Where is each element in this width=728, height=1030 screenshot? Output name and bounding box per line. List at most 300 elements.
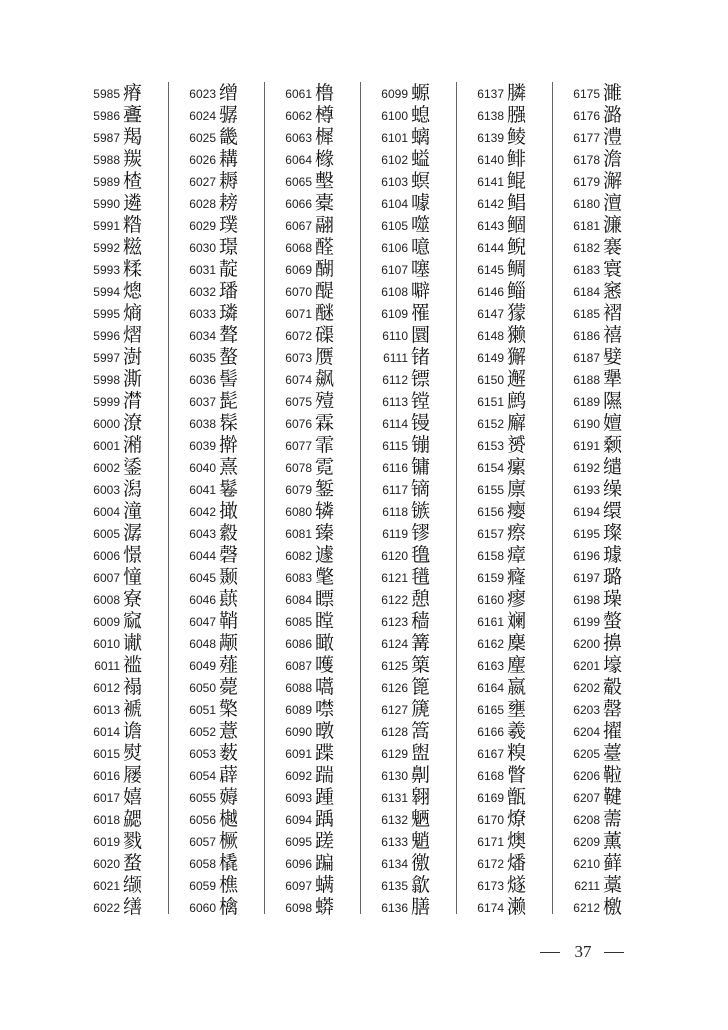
- entry-number: 5990: [93, 197, 120, 211]
- entry-character: 膳: [411, 896, 431, 918]
- entry-character: 劓: [411, 764, 431, 786]
- table-entry: [272, 500, 368, 522]
- entry-character: 斖: [123, 104, 143, 126]
- table-entry: [464, 148, 560, 170]
- table-entry: [176, 588, 272, 610]
- table-entry: [80, 632, 176, 654]
- entry-character: 圜: [411, 324, 431, 346]
- entry-number: 6127: [381, 703, 408, 717]
- entry-character: 橐: [315, 192, 335, 214]
- entry-character: 糅: [123, 258, 143, 280]
- table-entry: [560, 896, 656, 918]
- entry-character: 熵: [123, 302, 143, 324]
- table-entry: [80, 478, 176, 500]
- table-entry: [560, 874, 656, 896]
- table-entry: [272, 764, 368, 786]
- entry-character: 赝: [315, 346, 335, 368]
- entry-character: 羲: [507, 720, 527, 742]
- table-entry: [368, 676, 464, 698]
- entry-character: 篙: [411, 720, 431, 742]
- entry-number: 6056: [189, 813, 216, 827]
- entry-number: 6090: [285, 725, 312, 739]
- entry-number: 6002: [93, 461, 120, 475]
- table-entry: [464, 786, 560, 808]
- table-entry: [464, 764, 560, 786]
- entry-character: 斓: [507, 610, 527, 632]
- entry-number: 6035: [189, 351, 216, 365]
- entry-number: 6164: [477, 681, 504, 695]
- entry-character: 鬈: [219, 478, 239, 500]
- entry-character: 橼: [315, 148, 335, 170]
- entry-character: 褟: [123, 676, 143, 698]
- entry-character: 螟: [411, 170, 431, 192]
- entry-number: 6173: [477, 879, 504, 893]
- entry-character: 澶: [603, 192, 623, 214]
- table-entry: [272, 236, 368, 258]
- entry-number: 6119: [382, 527, 408, 541]
- table-entry: [368, 390, 464, 412]
- table-entry: [80, 566, 176, 588]
- entry-number: 6062: [285, 109, 312, 123]
- table-entry: [80, 896, 176, 918]
- table-entry: [272, 588, 368, 610]
- column-divider: [264, 82, 265, 914]
- entry-character: 醚: [315, 302, 335, 324]
- table-entry: [560, 104, 656, 126]
- entry-number: 6111: [383, 351, 408, 365]
- table-entry: [560, 192, 656, 214]
- entry-number: 6114: [382, 417, 408, 431]
- table-entry: [176, 500, 272, 522]
- entry-number: 6121: [381, 571, 408, 585]
- entry-number: 6124: [381, 637, 408, 651]
- entry-character: 澍: [123, 346, 143, 368]
- entry-character: 廨: [507, 412, 527, 434]
- entry-character: 鲷: [507, 258, 527, 280]
- table-entry: [176, 412, 272, 434]
- entry-character: 撖: [219, 500, 239, 522]
- table-entry: [176, 434, 272, 456]
- entry-number: 6144: [477, 241, 504, 255]
- entry-character: 翱: [411, 786, 431, 808]
- entry-character: 薰: [603, 830, 623, 852]
- entry-character: 镚: [411, 434, 431, 456]
- entry-number: 6071: [285, 307, 312, 321]
- table-entry: [464, 302, 560, 324]
- table-entry: [272, 852, 368, 874]
- table-entry: [272, 632, 368, 654]
- entry-number: 6051: [189, 703, 216, 717]
- entry-character: 鞡: [603, 764, 623, 786]
- table-entry: [272, 478, 368, 500]
- entry-character: 蕻: [219, 588, 239, 610]
- entry-number: 6075: [285, 395, 312, 409]
- entry-character: 褶: [603, 302, 623, 324]
- entry-number: 6101: [381, 131, 408, 145]
- table-column: [464, 82, 560, 922]
- table-entry: [464, 896, 560, 918]
- entry-character: 锗: [411, 346, 431, 368]
- table-entry: [368, 852, 464, 874]
- table-entry: [80, 148, 176, 170]
- entry-character: 瞟: [315, 588, 335, 610]
- table-entry: [368, 566, 464, 588]
- table-entry: [560, 236, 656, 258]
- entry-number: 6165: [477, 703, 504, 717]
- table-entry: [560, 808, 656, 830]
- entry-character: 羯: [123, 126, 143, 148]
- entry-character: 踵: [315, 786, 335, 808]
- entry-character: 耩: [219, 148, 239, 170]
- entry-character: 蟒: [315, 896, 335, 918]
- table-entry: [560, 742, 656, 764]
- column-divider: [168, 82, 169, 914]
- entry-number: 6207: [573, 791, 600, 805]
- entry-character: 璘: [219, 302, 239, 324]
- entry-number: 6115: [382, 439, 408, 453]
- entry-number: 6014: [93, 725, 120, 739]
- entry-number: 5999: [93, 395, 120, 409]
- table-entry: [272, 786, 368, 808]
- table-entry: [80, 456, 176, 478]
- entry-number: 5989: [93, 175, 120, 189]
- entry-character: 澌: [123, 368, 143, 390]
- table-entry: [368, 170, 464, 192]
- table-entry: [368, 786, 464, 808]
- table-entry: [176, 280, 272, 302]
- entry-number: 6112: [382, 373, 408, 387]
- entry-character: 楂: [123, 170, 143, 192]
- table-entry: [560, 170, 656, 192]
- entry-number: 6049: [189, 659, 216, 673]
- entry-character: 澥: [603, 170, 623, 192]
- entry-number: 6015: [93, 747, 120, 761]
- entry-number: 6198: [573, 593, 600, 607]
- entry-number: 6005: [93, 527, 120, 541]
- table-entry: [368, 412, 464, 434]
- table-entry: [176, 236, 272, 258]
- entry-number: 6146: [477, 285, 504, 299]
- entry-number: 6202: [573, 681, 600, 695]
- entry-character: 赟: [507, 434, 527, 456]
- entry-number: 6053: [189, 747, 216, 761]
- table-entry: [368, 456, 464, 478]
- entry-number: 6087: [285, 659, 312, 673]
- entry-number: 6175: [573, 87, 600, 101]
- entry-number: 6192: [573, 461, 600, 475]
- entry-number: 6026: [189, 153, 216, 167]
- entry-number: 6172: [477, 857, 504, 871]
- entry-number: 6177: [573, 131, 600, 145]
- entry-character: 暾: [315, 720, 335, 742]
- entry-character: 缮: [123, 896, 143, 918]
- table-entry: [272, 368, 368, 390]
- entry-number: 6080: [285, 505, 312, 519]
- entry-character: 褰: [603, 236, 623, 258]
- entry-number: 6166: [477, 725, 504, 739]
- table-entry: [464, 478, 560, 500]
- entry-number: 6100: [381, 109, 408, 123]
- table-entry: [368, 874, 464, 896]
- table-entry: [272, 676, 368, 698]
- table-entry: [176, 82, 272, 104]
- entry-number: 6196: [573, 549, 600, 563]
- entry-number: 6054: [189, 769, 216, 783]
- entry-number: 6028: [189, 197, 216, 211]
- column-divider: [456, 82, 457, 914]
- entry-number: 5995: [93, 307, 120, 321]
- entry-number: 6038: [189, 417, 216, 431]
- entry-character: 潟: [123, 478, 143, 500]
- character-table: [80, 82, 656, 922]
- entry-number: 6055: [189, 791, 216, 805]
- footer-dash-right: [604, 952, 624, 953]
- entry-number: 6065: [285, 175, 312, 189]
- entry-character: 潦: [123, 412, 143, 434]
- entry-number: 6167: [477, 747, 504, 761]
- entry-character: 谵: [123, 720, 143, 742]
- table-entry: [176, 258, 272, 280]
- entry-character: 糌: [123, 214, 143, 236]
- entry-character: 勰: [123, 808, 143, 830]
- table-entry: [176, 346, 272, 368]
- entry-character: 璟: [219, 236, 239, 258]
- entry-character: 璨: [603, 522, 623, 544]
- entry-number: 6102: [381, 153, 408, 167]
- entry-number: 6116: [382, 461, 408, 475]
- table-entry: [80, 874, 176, 896]
- entry-number: 6108: [381, 285, 408, 299]
- entry-number: 6122: [381, 593, 408, 607]
- entry-number: 6211: [574, 879, 600, 893]
- table-entry: [272, 610, 368, 632]
- table-entry: [368, 896, 464, 918]
- table-entry: [368, 368, 464, 390]
- entry-character: 橛: [219, 830, 239, 852]
- table-entry: [368, 654, 464, 676]
- entry-number: 6048: [189, 637, 216, 651]
- entry-number: 6128: [381, 725, 408, 739]
- table-entry: [560, 786, 656, 808]
- entry-number: 6041: [189, 483, 216, 497]
- table-entry: [80, 764, 176, 786]
- table-entry: [80, 368, 176, 390]
- entry-number: 5988: [93, 153, 120, 167]
- entry-character: 鲲: [507, 170, 527, 192]
- entry-number: 6093: [285, 791, 312, 805]
- entry-number: 6186: [573, 329, 600, 343]
- table-entry: [176, 192, 272, 214]
- entry-number: 6107: [381, 263, 408, 277]
- entry-character: 螨: [315, 874, 335, 896]
- entry-number: 6154: [477, 461, 504, 475]
- entry-number: 6037: [189, 395, 216, 409]
- entry-number: 6076: [285, 417, 312, 431]
- entry-number: 6097: [285, 879, 312, 893]
- table-entry: [272, 720, 368, 742]
- entry-character: 璠: [219, 280, 239, 302]
- entry-character: 薷: [603, 808, 623, 830]
- entry-character: 瘿: [507, 500, 527, 522]
- entry-number: 6013: [93, 703, 120, 717]
- table-entry: [80, 808, 176, 830]
- table-entry: [272, 148, 368, 170]
- entry-number: 6185: [573, 307, 600, 321]
- table-entry: [560, 148, 656, 170]
- entry-number: 6109: [381, 307, 408, 321]
- entry-number: 6104: [381, 197, 408, 211]
- table-entry: [176, 874, 272, 896]
- entry-character: 噻: [411, 258, 431, 280]
- entry-number: 6020: [93, 857, 120, 871]
- entry-number: 6142: [477, 197, 504, 211]
- entry-character: 寰: [603, 258, 623, 280]
- entry-character: 觳: [603, 676, 623, 698]
- entry-number: 6070: [285, 285, 312, 299]
- entry-number: 6200: [573, 637, 600, 651]
- table-entry: [464, 258, 560, 280]
- entry-character: 鲴: [507, 214, 527, 236]
- table-entry: [272, 808, 368, 830]
- entry-number: 6103: [381, 175, 408, 189]
- table-entry: [80, 82, 176, 104]
- entry-character: 罄: [603, 698, 623, 720]
- entry-number: 6078: [285, 461, 312, 475]
- entry-number: 6069: [285, 263, 312, 277]
- table-entry: [272, 830, 368, 852]
- table-entry: [464, 874, 560, 896]
- table-entry: [80, 522, 176, 544]
- table-column: [176, 82, 272, 922]
- entry-number: 6156: [477, 505, 504, 519]
- entry-character: 镖: [411, 368, 431, 390]
- table-entry: [176, 764, 272, 786]
- table-entry: [464, 522, 560, 544]
- table-entry: [464, 280, 560, 302]
- entry-character: 熠: [123, 324, 143, 346]
- entry-number: 6105: [381, 219, 408, 233]
- entry-number: 6059: [189, 879, 216, 893]
- entry-number: 6160: [477, 593, 504, 607]
- entry-number: 6131: [381, 791, 408, 805]
- entry-character: 澧: [603, 126, 623, 148]
- table-entry: [560, 544, 656, 566]
- table-entry: [368, 610, 464, 632]
- page-footer: [540, 940, 630, 964]
- table-entry: [272, 126, 368, 148]
- entry-number: 5994: [93, 285, 120, 299]
- table-entry: [80, 214, 176, 236]
- entry-character: 噼: [411, 280, 431, 302]
- entry-character: 瘠: [123, 82, 143, 104]
- entry-character: 臻: [315, 522, 335, 544]
- entry-character: 螈: [411, 82, 431, 104]
- entry-number: 6095: [285, 835, 312, 849]
- table-entry: [560, 214, 656, 236]
- entry-character: 醍: [315, 280, 335, 302]
- entry-character: 靛: [219, 258, 239, 280]
- table-entry: [368, 434, 464, 456]
- entry-number: 5992: [93, 241, 120, 255]
- entry-number: 6086: [285, 637, 312, 651]
- table-entry: [368, 192, 464, 214]
- entry-character: 麈: [507, 654, 527, 676]
- entry-character: 糗: [507, 742, 527, 764]
- table-entry: [464, 368, 560, 390]
- entry-number: 6074: [285, 373, 312, 387]
- entry-number: 6029: [189, 219, 216, 233]
- entry-number: 6133: [381, 835, 408, 849]
- entry-character: 鞘: [219, 610, 239, 632]
- table-entry: [80, 588, 176, 610]
- entry-character: 瘳: [507, 588, 527, 610]
- entry-number: 6187: [573, 351, 600, 365]
- entry-number: 6003: [93, 483, 120, 497]
- entry-character: 鲻: [507, 280, 527, 302]
- table-entry: [80, 698, 176, 720]
- table-entry: [272, 698, 368, 720]
- entry-character: 霏: [315, 434, 335, 456]
- table-entry: [176, 896, 272, 918]
- entry-number: 5997: [93, 351, 120, 365]
- table-entry: [272, 258, 368, 280]
- table-entry: [560, 852, 656, 874]
- entry-character: 氆: [411, 566, 431, 588]
- entry-number: 6008: [93, 593, 120, 607]
- entry-number: 6057: [189, 835, 216, 849]
- table-entry: [272, 742, 368, 764]
- table-entry: [272, 280, 368, 302]
- entry-character: 燠: [507, 830, 527, 852]
- table-entry: [80, 434, 176, 456]
- entry-character: 熜: [123, 280, 143, 302]
- entry-character: 蹁: [315, 852, 335, 874]
- entry-number: 6208: [573, 813, 600, 827]
- entry-number: 6184: [573, 285, 600, 299]
- entry-number: 6150: [477, 373, 504, 387]
- entry-character: 薜: [219, 764, 239, 786]
- table-entry: [560, 280, 656, 302]
- table-entry: [176, 610, 272, 632]
- entry-character: 魈: [411, 830, 431, 852]
- entry-character: 潞: [603, 104, 623, 126]
- entry-number: 6148: [477, 329, 504, 343]
- table-entry: [560, 830, 656, 852]
- table-entry: [176, 126, 272, 148]
- entry-number: 6152: [477, 417, 504, 431]
- entry-character: 缳: [603, 500, 623, 522]
- table-entry: [560, 324, 656, 346]
- entry-character: 踽: [315, 808, 335, 830]
- entry-character: 缯: [219, 82, 239, 104]
- table-entry: [560, 654, 656, 676]
- entry-number: 6123: [381, 615, 408, 629]
- entry-character: 窳: [123, 610, 143, 632]
- table-entry: [80, 720, 176, 742]
- entry-number: 6025: [189, 131, 216, 145]
- table-entry: [560, 346, 656, 368]
- entry-character: 嬖: [603, 346, 623, 368]
- entry-character: 噬: [411, 214, 431, 236]
- entry-number: 6134: [381, 857, 408, 871]
- entry-number: 6072: [285, 329, 312, 343]
- table-entry: [464, 698, 560, 720]
- entry-number: 6151: [477, 395, 504, 409]
- entry-number: 6191: [573, 439, 600, 453]
- entry-number: 6016: [93, 769, 120, 783]
- entry-number: 6052: [189, 725, 216, 739]
- table-entry: [272, 346, 368, 368]
